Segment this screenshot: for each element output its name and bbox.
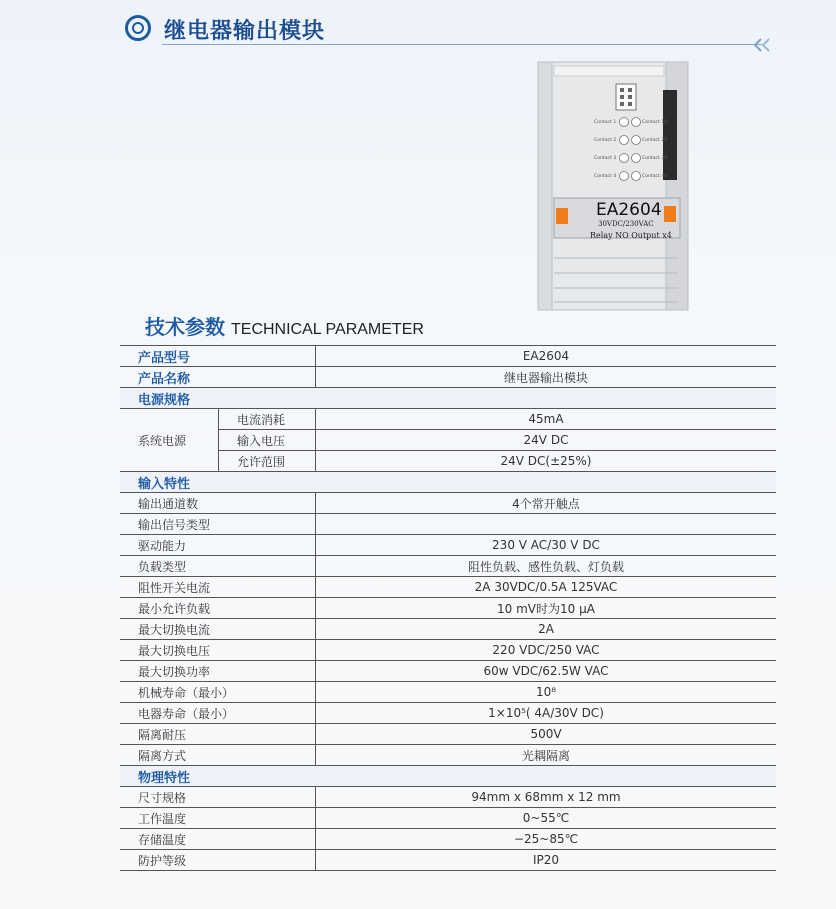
contact-label: Contact 1 [594,120,617,125]
table-row [120,829,776,850]
row-label: 电器寿命（最小） [120,703,316,724]
row-value: 2A 30VDC/0.5A 125VAC [316,577,777,598]
row-label: 最小允许负载 [120,598,316,619]
row-label: 存储温度 [120,829,316,850]
table-row [120,514,776,535]
row-value: 500V [316,724,777,745]
table-row [120,430,776,451]
table-row [120,535,776,556]
model-print: EA2604 [596,200,662,220]
row-value: 24V DC [316,430,777,451]
parameter-table [120,345,776,871]
table-row [120,619,776,640]
row-label: 驱动能力 [120,535,316,556]
row-value: 2A [316,619,777,640]
row-value [316,514,777,535]
header-divider [162,44,762,45]
row-value: 230 V AC/30 V DC [316,535,777,556]
table-row [120,808,776,829]
category-row [120,766,776,787]
row-value: 220 VDC/250 VAC [316,640,777,661]
category-label: 电源规格 [120,388,776,409]
row-label: 隔离耐压 [120,724,316,745]
table-row [120,850,776,871]
row-label: 最大切换电流 [120,619,316,640]
row-value: −25~85℃ [316,829,777,850]
row-value: 0~55℃ [316,808,777,829]
table-row [120,598,776,619]
row-label: 隔离方式 [120,745,316,766]
table-row [120,640,776,661]
category-row [120,472,776,493]
table-row [120,787,776,808]
row-label: 产品型号 [120,346,316,367]
table-row [120,703,776,724]
spec-print: 30VDC/230VAC [598,220,654,228]
row-label: 尺寸规格 [120,787,316,808]
sub-label: 允许范围 [219,451,316,472]
row-label: 产品名称 [120,367,316,388]
row-value: 10 mV时为10 μA [316,598,777,619]
category-row [120,388,776,409]
row-value: 阻性负载、感性负载、灯负载 [316,556,777,577]
table-row [120,367,776,388]
row-value: 24V DC(±25%) [316,451,777,472]
contact-label: Contact 3B [642,156,668,161]
row-label: 最大切换电压 [120,640,316,661]
row-label: 阻性开关电流 [120,577,316,598]
contact-label: Contact 3 [594,156,617,161]
section-title [145,311,424,340]
row-value: EA2604 [316,346,777,367]
row-label: 防护等级 [120,850,316,871]
table-row [120,661,776,682]
row-value: 94mm x 68mm x 12 mm [316,787,777,808]
row-value: 60w VDC/62.5W VAC [316,661,777,682]
contact-label: Contact 4 [594,174,617,179]
row-label: 最大切换功率 [120,661,316,682]
sub-label: 电流消耗 [219,409,316,430]
category-label: 物理特性 [120,766,776,787]
table-row [120,451,776,472]
contact-label: Contact 2B [642,138,668,143]
row-value: 4个常开触点 [316,493,777,514]
row-label: 负载类型 [120,556,316,577]
double-chevron-left-icon [752,38,774,52]
table-row [120,409,776,430]
page-header [120,8,780,48]
section-title-en: TECHNICAL PARAMETER [231,321,424,338]
section-title-cn: 技术参数 [145,315,225,339]
table-row [120,346,776,367]
target-circle-icon [125,15,151,41]
row-value: 1×10⁵( 4A/30V DC) [316,703,777,724]
table-row [120,493,776,514]
category-label: 输入特性 [120,472,776,493]
row-label: 机械寿命（最小） [120,682,316,703]
row-value: 45mA [316,409,777,430]
table-row [120,745,776,766]
table-row [120,577,776,598]
sub-label: 输入电压 [219,430,316,451]
table-row [120,682,776,703]
table-row [120,724,776,745]
row-value: 10⁸ [316,682,777,703]
row-value: 继电器输出模块 [316,367,777,388]
desc-print: Relay NO Output x4 [590,231,672,240]
row-value: 光耦隔离 [316,745,777,766]
product-photo [528,58,698,313]
contact-label: Contact 4B [642,174,668,179]
row-value: IP20 [316,850,777,871]
page-title: 继电器输出模块 [164,19,326,44]
row-label: 系统电源 [120,409,219,472]
table-row [120,556,776,577]
row-label: 输出信号类型 [120,514,316,535]
contact-label: Contact 2 [594,138,617,143]
row-label: 工作温度 [120,808,316,829]
row-label: 输出通道数 [120,493,316,514]
contact-label: Contact 1B [642,120,668,125]
